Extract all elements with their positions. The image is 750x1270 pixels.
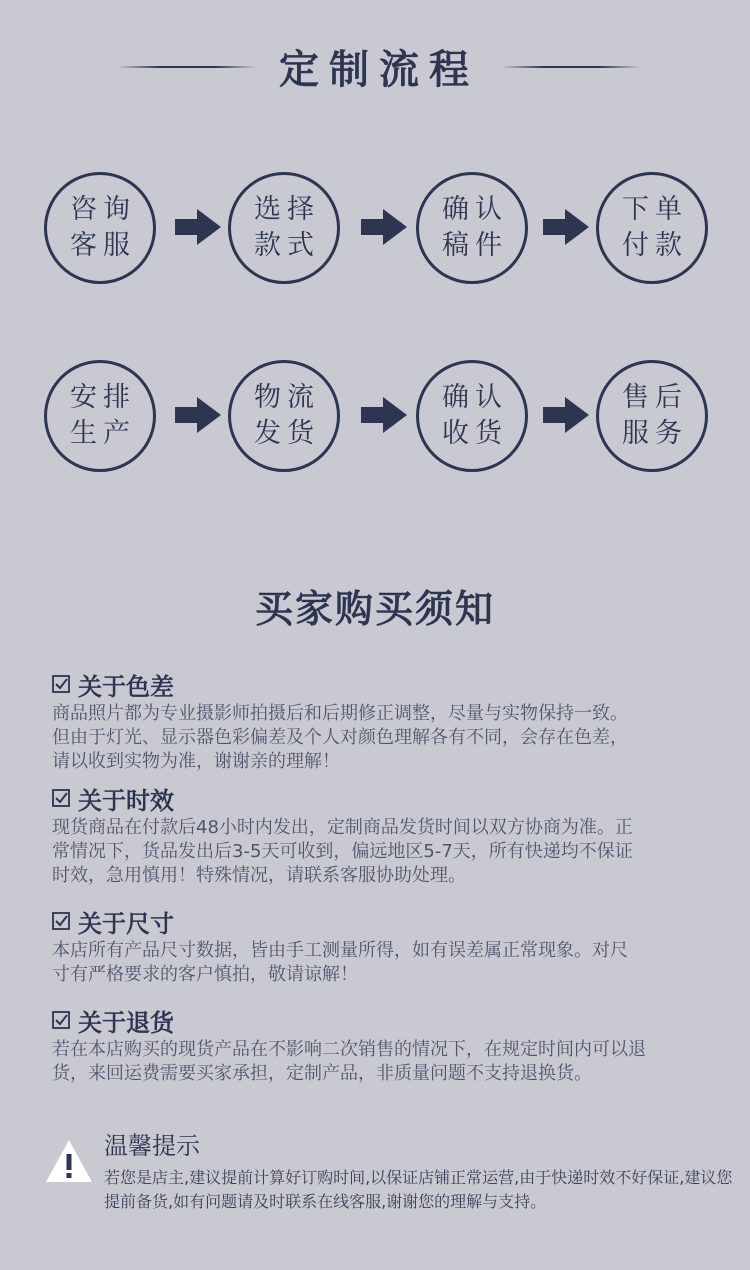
step-label: 服务 xyxy=(622,418,688,449)
section-body: 若在本店购买的现货产品在不影响二次销售的情况下，在规定时间内可以退 货，来回运费需要买家承担，定制产品，非质量问题不支持退换货。 xyxy=(52,1039,646,1084)
step-label: 款式 xyxy=(254,230,320,261)
step-confirm-receipt xyxy=(416,360,528,472)
section-body: 本店所有产品尺寸数据，皆由手工测量所得，如有误差属正常现象。对尺 寸有严格要求的客户慎拍，敬请谅解！ xyxy=(52,940,628,985)
step-choose-style xyxy=(228,172,340,284)
step-label: 售后 xyxy=(622,382,688,413)
checkbox-icon xyxy=(52,789,70,807)
step-label: 安排 xyxy=(70,382,136,413)
checkbox-icon xyxy=(52,1011,70,1029)
notice-section-color xyxy=(52,668,712,774)
section-title: 关于尺寸 xyxy=(78,909,174,938)
notice-section-timing xyxy=(52,782,712,888)
arrow-right-icon xyxy=(361,209,407,245)
step-label: 物流 xyxy=(254,382,320,413)
title-divider-right xyxy=(502,66,640,68)
title-divider-left xyxy=(118,66,256,68)
arrow-right-icon xyxy=(543,209,589,245)
warning-icon xyxy=(44,1138,94,1184)
step-label: 确认 xyxy=(442,382,508,413)
step-label: 收货 xyxy=(442,418,508,449)
tip-body: 若您是店主,建议提前计算好订购时间,以保证店铺正常运营,由于快递时效不好保证,建议您提前备货,如有问题请及时联系在线客服,谢谢您的理解与支持。 xyxy=(104,1168,733,1211)
step-label: 发货 xyxy=(254,418,320,449)
step-after-sales xyxy=(596,360,708,472)
section-title: 关于退货 xyxy=(78,1008,174,1037)
section-title: 关于时效 xyxy=(78,786,174,815)
section-body: 商品照片都为专业摄影师拍摄后和后期修正调整，尽量与实物保持一致。 但由于灯光、显示器色彩偏差及个人对颜色理解各有不同，会存在色差， 请以收到实物为准，谢谢亲的理解！ xyxy=(52,703,628,772)
checkbox-icon xyxy=(52,675,70,693)
flow-row-1 xyxy=(0,172,750,290)
arrow-right-icon xyxy=(175,209,221,245)
step-confirm-draft xyxy=(416,172,528,284)
tip-title: 温馨提示 xyxy=(104,1132,200,1160)
flow-header xyxy=(0,38,750,98)
notice-title: 买家购买须知 xyxy=(254,587,495,631)
step-label: 付款 xyxy=(622,230,688,261)
arrow-right-icon xyxy=(361,397,407,433)
notice-section-size xyxy=(52,905,712,987)
flow-row-2 xyxy=(0,360,750,478)
arrow-right-icon xyxy=(543,397,589,433)
step-consult-service xyxy=(44,172,156,284)
step-logistics-shipping xyxy=(228,360,340,472)
section-title: 关于色差 xyxy=(78,672,174,701)
step-label: 下单 xyxy=(622,194,688,225)
checkbox-icon xyxy=(52,912,70,930)
step-label: 稿件 xyxy=(442,230,508,261)
flow-title: 定制流程 xyxy=(279,47,479,93)
step-label: 生产 xyxy=(70,418,136,449)
notice-section-returns xyxy=(52,1004,712,1086)
section-body: 现货商品在付款后48小时内发出，定制商品发货时间以双方协商为准。正 常情况下，货品发出后3-5天可收到，偏远地区5-7天，所有快递均不保证 时效，急用慎用！特殊情况，请联系客服协助处理。 xyxy=(52,817,633,886)
arrow-right-icon xyxy=(175,397,221,433)
step-arrange-production xyxy=(44,360,156,472)
step-label: 确认 xyxy=(442,194,508,225)
step-order-payment xyxy=(596,172,708,284)
step-label: 咨询 xyxy=(70,194,136,225)
step-label: 客服 xyxy=(70,230,136,261)
step-label: 选择 xyxy=(254,194,320,225)
